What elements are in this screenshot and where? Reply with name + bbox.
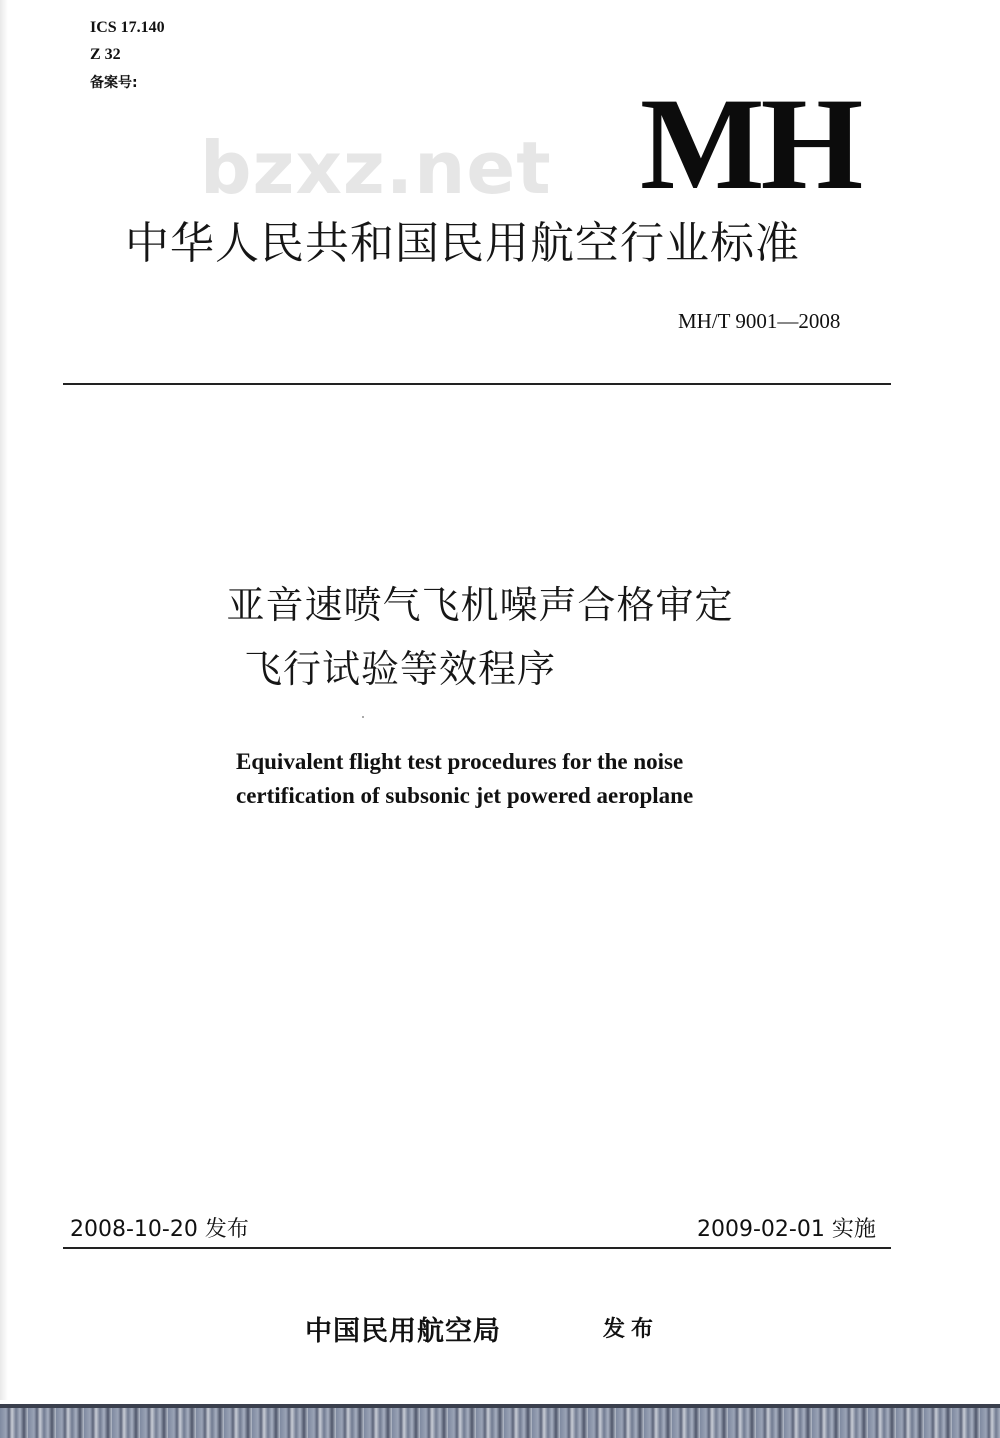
ics-code: ICS 17.140 (90, 19, 165, 36)
document-title-en-line1: Equivalent flight test procedures for the noise (236, 749, 684, 774)
scanner-edge-strip (0, 1404, 1000, 1438)
record-number-label: 备案号: (90, 75, 138, 91)
mh-logo: MH (640, 70, 860, 217)
publish-action: 发布 (603, 1317, 660, 1342)
document-title-en-line2: certification of subsonic jet powered aeroplane (236, 783, 694, 808)
implementation-date: 2009-02-01 实施 (697, 1217, 876, 1242)
publisher-name: 中国民用航空局 (305, 1316, 501, 1347)
standard-code: MH/T 9001—2008 (678, 309, 841, 333)
top-divider (63, 383, 891, 385)
document-title-zh-line1: 亚音速喷气飞机噪声合格审定 (226, 583, 734, 627)
bottom-divider (63, 1247, 891, 1249)
ccs-code: Z 32 (90, 46, 121, 63)
document-title-zh-line2: 飞行试验等效程序 (243, 647, 556, 691)
watermark-text: bzxz.net (200, 126, 552, 210)
scanner-edge-line (0, 1404, 1000, 1408)
scan-speck (362, 716, 364, 718)
issue-date: 2008-10-20 发布 (70, 1217, 249, 1242)
standard-category-title: 中华人民共和国民用航空行业标准 (125, 218, 800, 269)
page-edge-shadow (0, 0, 8, 1400)
